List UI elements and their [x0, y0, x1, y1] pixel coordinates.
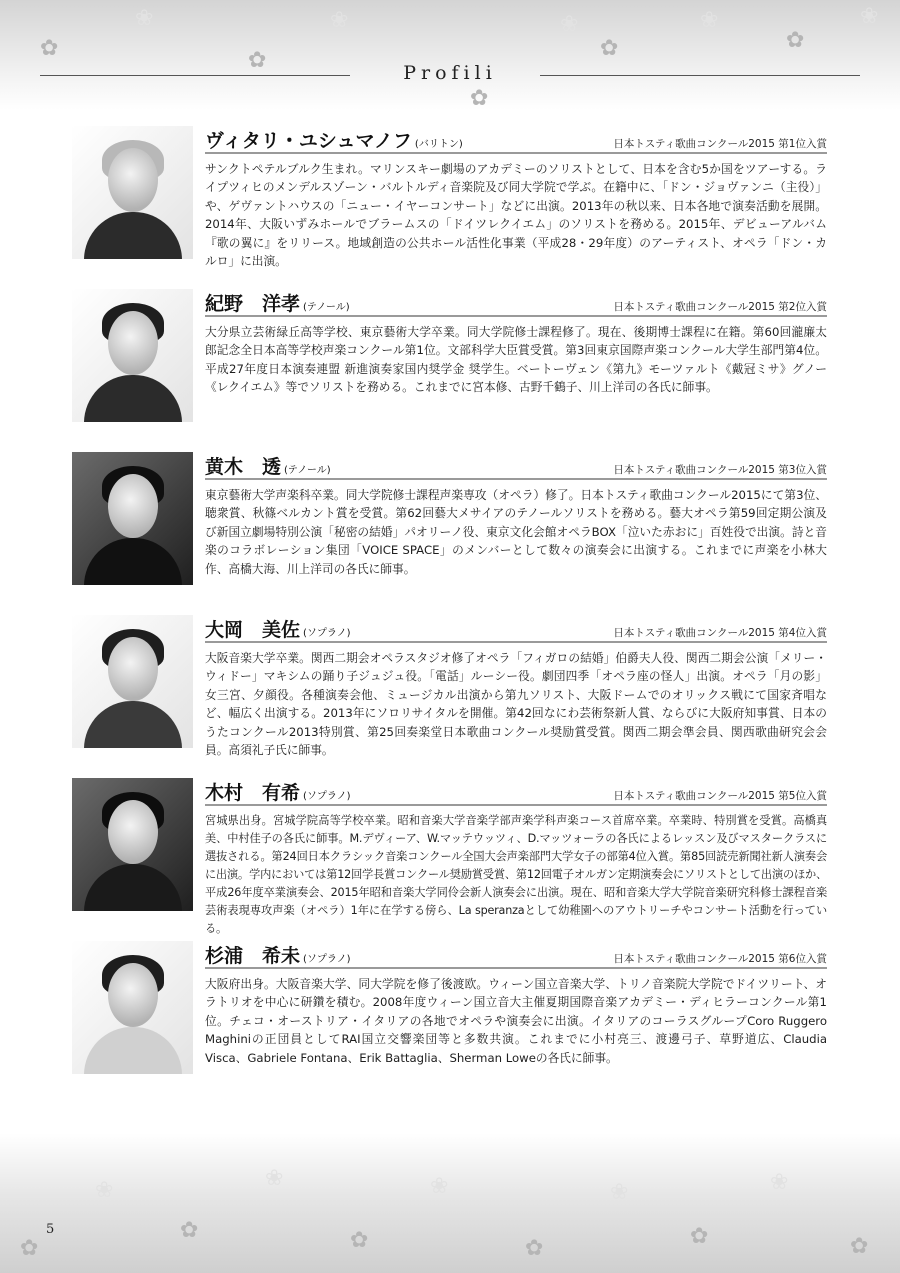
flower-icon: ✿ [525, 1236, 544, 1261]
singer-name-text: 木村 有希 [205, 782, 301, 804]
profile-info [205, 941, 827, 1067]
portrait-photo [72, 941, 193, 1074]
portrait-photo [72, 126, 193, 259]
award: 日本トスティ歌曲コンクール2015 第5位入賞 [613, 790, 827, 802]
award: 日本トスティ歌曲コンクール2015 第6位入賞 [613, 953, 827, 965]
profile-entry [72, 615, 832, 758]
profile-heading [205, 289, 827, 317]
voice-type: (テノール) [284, 465, 331, 476]
flower-icon: ❀ [860, 4, 879, 29]
page-number: 5 [46, 1222, 55, 1237]
portrait-photo [72, 615, 193, 748]
award: 日本トスティ歌曲コンクール2015 第4位入賞 [613, 627, 827, 639]
singer-name-text: ヴィタリ・ユシュマノフ [205, 130, 412, 152]
flower-icon: ✿ [20, 1236, 39, 1261]
singer-name [205, 126, 463, 153]
flower-icon: ❀ [265, 1166, 284, 1191]
profile-entry [72, 126, 832, 269]
profile-info [205, 452, 827, 578]
profile-entry [72, 452, 832, 588]
biography: サンクトペテルブルク生まれ。マリンスキー劇場のアカデミーのソリストとして、日本を含む5か国をツアーする。ライプツィヒのメンデルスゾーン・バルトルディ音楽院及び同大学院で学ぶ。在籍中に、「ドン・ジョヴァンニ（主役）」や、ゲヴァントハウスの「ニュー・イヤーコンサート」などに出演。2013年の秋以来、日本各地で演奏活動を展開。2014年、大阪いずみホールでブラームスの「ドイツレクイエム」のソリストを務める。2015年、デビューアルバム『歌の翼に』をリリース。地域創造の公共ホール活性化事業（平成28・29年度）のアーティスト、オペラ「ドン・カルロ」に出演。 [205, 162, 827, 269]
header-rule-right [540, 75, 860, 76]
page-title: Profili [403, 62, 497, 84]
singer-name-text: 杉浦 希未 [205, 945, 301, 967]
profile-heading [205, 778, 827, 806]
singer-name-text: 紀野 洋孝 [205, 293, 301, 315]
portrait-photo [72, 289, 193, 422]
singer-name-text: 黄木 透 [205, 456, 282, 478]
flower-icon: ✿ [470, 86, 489, 111]
profile-info [205, 778, 827, 938]
singer-name [205, 615, 351, 642]
flower-icon: ❀ [770, 1170, 789, 1195]
singer-name [205, 289, 350, 316]
flower-icon: ✿ [600, 36, 619, 61]
flower-icon: ✿ [850, 1234, 869, 1259]
award: 日本トスティ歌曲コンクール2015 第2位入賞 [613, 301, 827, 313]
biography: 宮城県出身。宮城学院高等学校卒業。昭和音楽大学音楽学部声楽学科声楽コース首席卒業。卒業時、特別賞を受賞。高橋真美、中村佳子の各氏に師事。M.デヴィーア、W.マッテウッツィ、D.マッツォーラの各氏によるレッスン及びマスタークラスに選抜される。第24回日本クラシック音楽コンクール全国大会声楽部門大学女子の部第4位入賞。第85回読売新聞社新人演奏会に出演。学内においては第12回学長賞コンクール奨励賞受賞、第12回電子オルガン定期演奏会にソリストとして出演のほか、平成26年度卒業演奏会、2015年昭和音楽大学同伶会新人演奏会に出演。現在、昭和音楽大学大学院音楽研究科修士課程音楽芸術表現専攻声楽（オペラ）1年に在学する傍ら、La speranzaとして幼稚園へのアウトリーチやコンサート活動を行っている。 [205, 814, 827, 935]
flower-icon: ❀ [430, 1174, 449, 1199]
flower-icon: ❀ [700, 8, 719, 33]
singer-name [205, 778, 351, 805]
flower-icon: ❀ [330, 8, 349, 33]
flower-icon: ❀ [610, 1180, 629, 1205]
voice-type: (ソプラノ) [303, 791, 351, 802]
voice-type: (テノール) [303, 302, 350, 313]
voice-type: (バリトン) [414, 139, 463, 150]
voice-type: (ソプラノ) [303, 628, 351, 639]
award: 日本トスティ歌曲コンクール2015 第1位入賞 [613, 138, 827, 150]
flower-icon: ❀ [560, 12, 579, 37]
flower-icon: ✿ [786, 28, 805, 53]
voice-type: (ソプラノ) [303, 954, 351, 965]
profile-heading [205, 615, 827, 643]
profile-heading [205, 126, 827, 154]
flower-icon: ✿ [40, 36, 59, 61]
bottom-floral-background [0, 1133, 900, 1273]
portrait-photo [72, 452, 193, 585]
flower-icon: ✿ [350, 1228, 369, 1253]
profile-info [205, 615, 827, 759]
profile-heading [205, 452, 827, 480]
profile-info [205, 126, 827, 270]
profile-info [205, 289, 827, 397]
flower-icon: ❀ [95, 1178, 114, 1203]
award: 日本トスティ歌曲コンクール2015 第3位入賞 [613, 464, 827, 476]
profile-heading [205, 941, 827, 969]
biography: 大分県立芸術緑丘高等学校、東京藝術大学卒業。同大学院修士課程修了。現在、後期博士課程に在籍。第60回瀧廉太郎記念全日本高等学校声楽コンクール第1位。文部科学大臣賞受賞。第3回東京国際声楽コンクール大学生部門第4位。平成27年度日本演奏連盟 新進演奏家国内奨学金 奨学生。ベートーヴェン《第九》モーツァルト《戴冠ミサ》グノー《レクイエム》等でソリストを務める。これまでに宮本修、古野千鶴子、川上洋司の各氏に師事。 [205, 325, 827, 395]
biography: 東京藝術大学声楽科卒業。同大学院修士課程声楽専攻（オペラ）修了。日本トスティ歌曲コンクール2015にて第3位、聴衆賞、秋篠ベルカント賞を受賞。第62回藝大メサイアのテノールソリストを務める。藝大オペラ第59回定期公演及び新国立劇場特別公演「秘密の結婚」パオリーノ役、東京文化会館オペラBOX「泣いた赤おに」百姓役で出演。詩と音楽のコラボレーション集団「VOICE SPACE」のメンバーとして数々の演奏会に出演する。これまでに声楽を小林大作、高橋大海、川上洋司の各氏に師事。 [205, 488, 827, 576]
flower-icon: ✿ [180, 1218, 199, 1243]
singer-name [205, 452, 331, 479]
page-header [40, 62, 860, 90]
flower-icon: ❀ [135, 6, 154, 31]
singer-name [205, 941, 351, 968]
profile-entry [72, 289, 832, 425]
portrait-photo [72, 778, 193, 911]
singer-name-text: 大岡 美佐 [205, 619, 301, 641]
flower-icon: ✿ [248, 48, 267, 73]
biography: 大阪音楽大学卒業。関西二期会オペラスタジオ修了オペラ「フィガロの結婚」伯爵夫人役、関西二期会公演「メリー・ウィドー」マキシムの踊り子ジュジュ役。「電話」ルーシー役。劇団四季「オペラ座の怪人」出演。オペラ「月の影」女三宮、夕顔役。各種演奏会他、ミュージカル出演から第九ソリスト、大阪ドームでのオリックス戦にて国家斉唱など、幅広く出演する。2013年にソロリサイタルを開催。第42回なにわ芸術祭新人賞、ならびに大阪府知事賞、日本のうたコンクール2013特別賞、第25回奏楽堂日本歌曲コンクール奨励賞受賞。関西二期会準会員、関西歌曲研究会会員。高須礼子氏に師事。 [205, 651, 827, 758]
flower-icon: ✿ [690, 1224, 709, 1249]
profile-entry [72, 941, 832, 1077]
profile-entry [72, 778, 832, 935]
biography: 大阪府出身。大阪音楽大学、同大学院を修了後渡欧。ウィーン国立音楽大学、トリノ音楽院大学院でドイツリート、オラトリオを中心に研鑽を積む。2008年度ウィーン国立音大主催夏期国際音楽アカデミー・ディヒラーコンクール第1位。チェコ・オーストリア・イタリアの各地でオペラや演奏会に出演。イタリアのコーラスグループCoro Ruggero Maghiniの正団員としてRAI国立交響楽団等と多数共演。これまでに小村亮三、渡邊弓子、草野道広、Claudia Visca、Gabriele Fontana、Erik Battaglia、Sherman Loweの各氏に師事。 [205, 977, 827, 1065]
